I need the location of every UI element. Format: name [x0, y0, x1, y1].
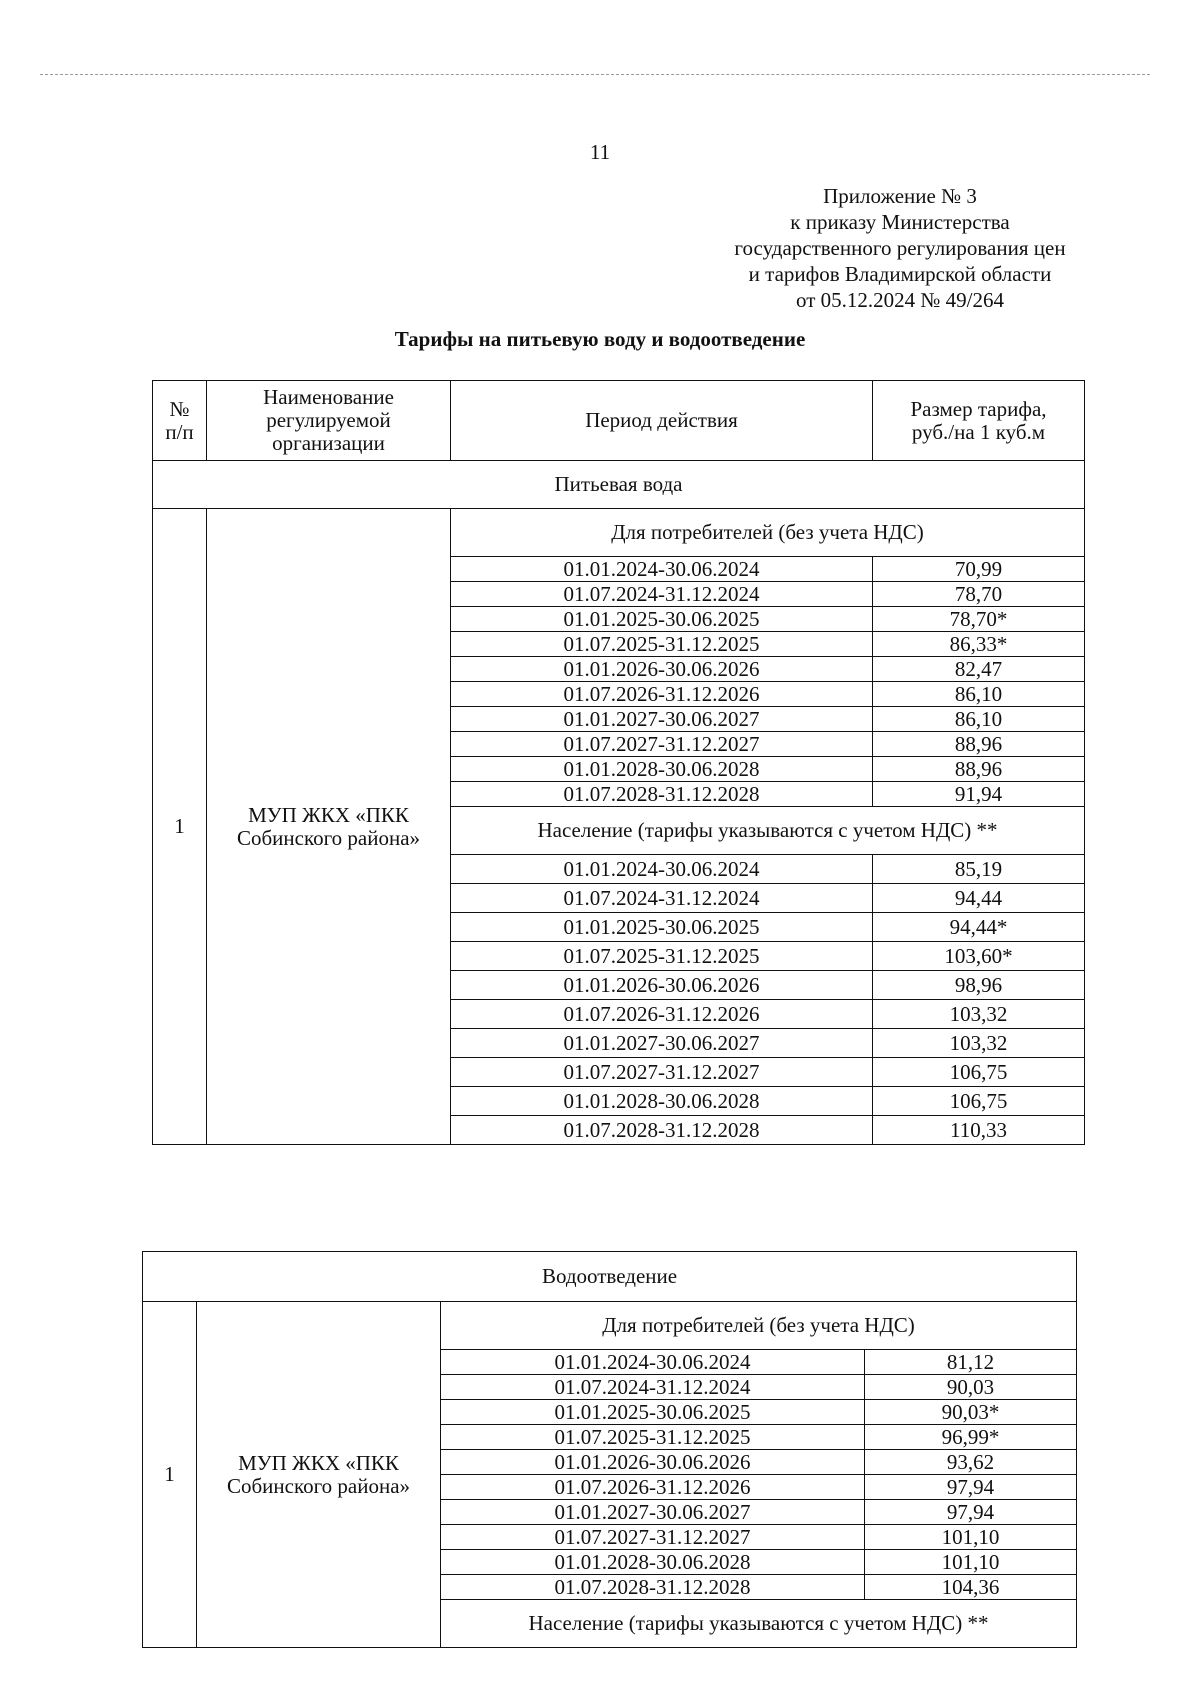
header-tariff-line: Размер тарифа, — [910, 396, 1047, 421]
header-tariff-line: руб./на 1 куб.м — [911, 419, 1046, 444]
period-cell: 01.07.2026-31.12.2026 — [451, 1000, 873, 1029]
organization-name-line: МУП ЖКХ «ПКК — [248, 802, 409, 827]
period-cell: 01.07.2025-31.12.2025 — [451, 632, 873, 657]
period-cell: 01.01.2028-30.06.2028 — [451, 1087, 873, 1116]
period-cell: 01.07.2025-31.12.2025 — [451, 942, 873, 971]
period-cell: 01.07.2028-31.12.2028 — [451, 1116, 873, 1145]
organization-name-line: Собинского района» — [236, 825, 421, 850]
tariff-value-cell: 103,32 — [873, 1000, 1085, 1029]
tariff-value-cell: 106,75 — [873, 1087, 1085, 1116]
section-row — [143, 1252, 1077, 1302]
appendix-note — [680, 183, 1120, 313]
period-cell: 01.01.2026-30.06.2026 — [441, 1450, 865, 1475]
tariff-value-cell: 106,75 — [873, 1058, 1085, 1087]
tariff-value-cell: 82,47 — [873, 657, 1085, 682]
subtitle-row — [143, 1302, 1077, 1350]
consumers-subtitle: Для потребителей (без учета НДС) — [441, 1302, 1077, 1350]
tariff-value-cell: 101,10 — [865, 1525, 1077, 1550]
period-cell: 01.01.2027-30.06.2027 — [451, 707, 873, 732]
period-cell: 01.01.2025-30.06.2025 — [441, 1400, 865, 1425]
organization-name — [207, 509, 451, 1145]
period-cell: 01.01.2026-30.06.2026 — [451, 971, 873, 1000]
period-cell: 01.07.2027-31.12.2027 — [441, 1525, 865, 1550]
period-cell: 01.07.2026-31.12.2026 — [441, 1475, 865, 1500]
header-tariff — [873, 381, 1085, 461]
header-organization-line: Наименование — [263, 385, 394, 409]
tariff-value-cell: 86,10 — [873, 682, 1085, 707]
tariff-value-cell: 78,70 — [873, 582, 1085, 607]
header-number-line: № — [169, 396, 190, 421]
scan-edge-line — [40, 74, 1150, 75]
period-cell: 01.01.2024-30.06.2024 — [451, 855, 873, 884]
tariff-value-cell: 85,19 — [873, 855, 1085, 884]
tariff-table-sewage — [142, 1251, 1077, 1648]
period-cell: 01.07.2028-31.12.2028 — [451, 782, 873, 807]
period-cell: 01.07.2024-31.12.2024 — [451, 582, 873, 607]
header-period: Период действия — [451, 381, 873, 461]
row-number: 1 — [143, 1302, 197, 1648]
header-organization-line: организации — [272, 431, 385, 455]
period-cell: 01.01.2026-30.06.2026 — [451, 657, 873, 682]
tariff-value-cell: 94,44* — [873, 913, 1085, 942]
appendix-line: государственного регулирования цен — [734, 236, 1066, 260]
tariff-value-cell: 98,96 — [873, 971, 1085, 1000]
period-cell: 01.01.2024-30.06.2024 — [451, 557, 873, 582]
tariff-value-cell: 94,44 — [873, 884, 1085, 913]
appendix-line: и тарифов Владимирской области — [748, 262, 1052, 286]
tariff-value-cell: 86,33* — [873, 632, 1085, 657]
section-title: Питьевая вода — [153, 461, 1085, 509]
tariff-value-cell: 78,70* — [873, 607, 1085, 632]
population-subtitle: Население (тарифы указываются с учетом НДС) ** — [451, 807, 1085, 855]
appendix-line: от 05.12.2024 № 49/264 — [795, 288, 1005, 312]
period-cell: 01.01.2025-30.06.2025 — [451, 913, 873, 942]
tariff-value-cell: 86,10 — [873, 707, 1085, 732]
section-row — [153, 461, 1085, 509]
tariff-value-cell: 110,33 — [873, 1116, 1085, 1145]
section-title: Водоотведение — [143, 1252, 1077, 1302]
tariff-value-cell: 97,94 — [865, 1500, 1077, 1525]
organization-name-line: Собинского района» — [226, 1473, 411, 1498]
tariff-value-cell: 90,03 — [865, 1375, 1077, 1400]
population-subtitle: Население (тарифы указываются с учетом НДС) ** — [441, 1600, 1077, 1648]
header-number-line: п/п — [165, 419, 194, 444]
period-cell: 01.07.2027-31.12.2027 — [451, 732, 873, 757]
appendix-line: Приложение № 3 — [823, 184, 977, 208]
period-cell: 01.07.2026-31.12.2026 — [451, 682, 873, 707]
tariff-value-cell: 104,36 — [865, 1575, 1077, 1600]
tariff-value-cell: 88,96 — [873, 757, 1085, 782]
period-cell: 01.07.2025-31.12.2025 — [441, 1425, 865, 1450]
row-number: 1 — [153, 509, 207, 1145]
subtitle-row — [153, 509, 1085, 557]
period-cell: 01.07.2024-31.12.2024 — [441, 1375, 865, 1400]
period-cell: 01.01.2027-30.06.2027 — [441, 1500, 865, 1525]
organization-name-line: МУП ЖКХ «ПКК — [238, 1450, 399, 1475]
document-title: Тарифы на питьевую воду и водоотведение — [394, 327, 806, 351]
header-organization-line: регулируемой — [266, 408, 391, 432]
period-cell: 01.01.2028-30.06.2028 — [451, 757, 873, 782]
tariff-value-cell: 93,62 — [865, 1450, 1077, 1475]
header-organization — [207, 381, 451, 461]
period-cell: 01.01.2028-30.06.2028 — [441, 1550, 865, 1575]
tariff-value-cell: 70,99 — [873, 557, 1085, 582]
tariff-value-cell: 97,94 — [865, 1475, 1077, 1500]
tariff-value-cell: 88,96 — [873, 732, 1085, 757]
header-number — [153, 381, 207, 461]
period-cell: 01.01.2025-30.06.2025 — [451, 607, 873, 632]
tariff-value-cell: 103,32 — [873, 1029, 1085, 1058]
consumers-subtitle: Для потребителей (без учета НДС) — [451, 509, 1085, 557]
period-cell: 01.07.2027-31.12.2027 — [451, 1058, 873, 1087]
tariff-table-water — [152, 380, 1085, 1145]
page-number: 11 — [589, 140, 611, 164]
organization-name — [197, 1302, 441, 1648]
appendix-line: к приказу Министерства — [790, 210, 1010, 234]
tariff-value-cell: 81,12 — [865, 1350, 1077, 1375]
tariff-value-cell: 91,94 — [873, 782, 1085, 807]
period-cell: 01.01.2024-30.06.2024 — [441, 1350, 865, 1375]
period-cell: 01.07.2024-31.12.2024 — [451, 884, 873, 913]
period-cell: 01.01.2027-30.06.2027 — [451, 1029, 873, 1058]
tariff-value-cell: 96,99* — [865, 1425, 1077, 1450]
period-cell: 01.07.2028-31.12.2028 — [441, 1575, 865, 1600]
tariff-value-cell: 90,03* — [865, 1400, 1077, 1425]
tariff-value-cell: 103,60* — [873, 942, 1085, 971]
tariff-value-cell: 101,10 — [865, 1550, 1077, 1575]
table-header-row — [153, 381, 1085, 461]
